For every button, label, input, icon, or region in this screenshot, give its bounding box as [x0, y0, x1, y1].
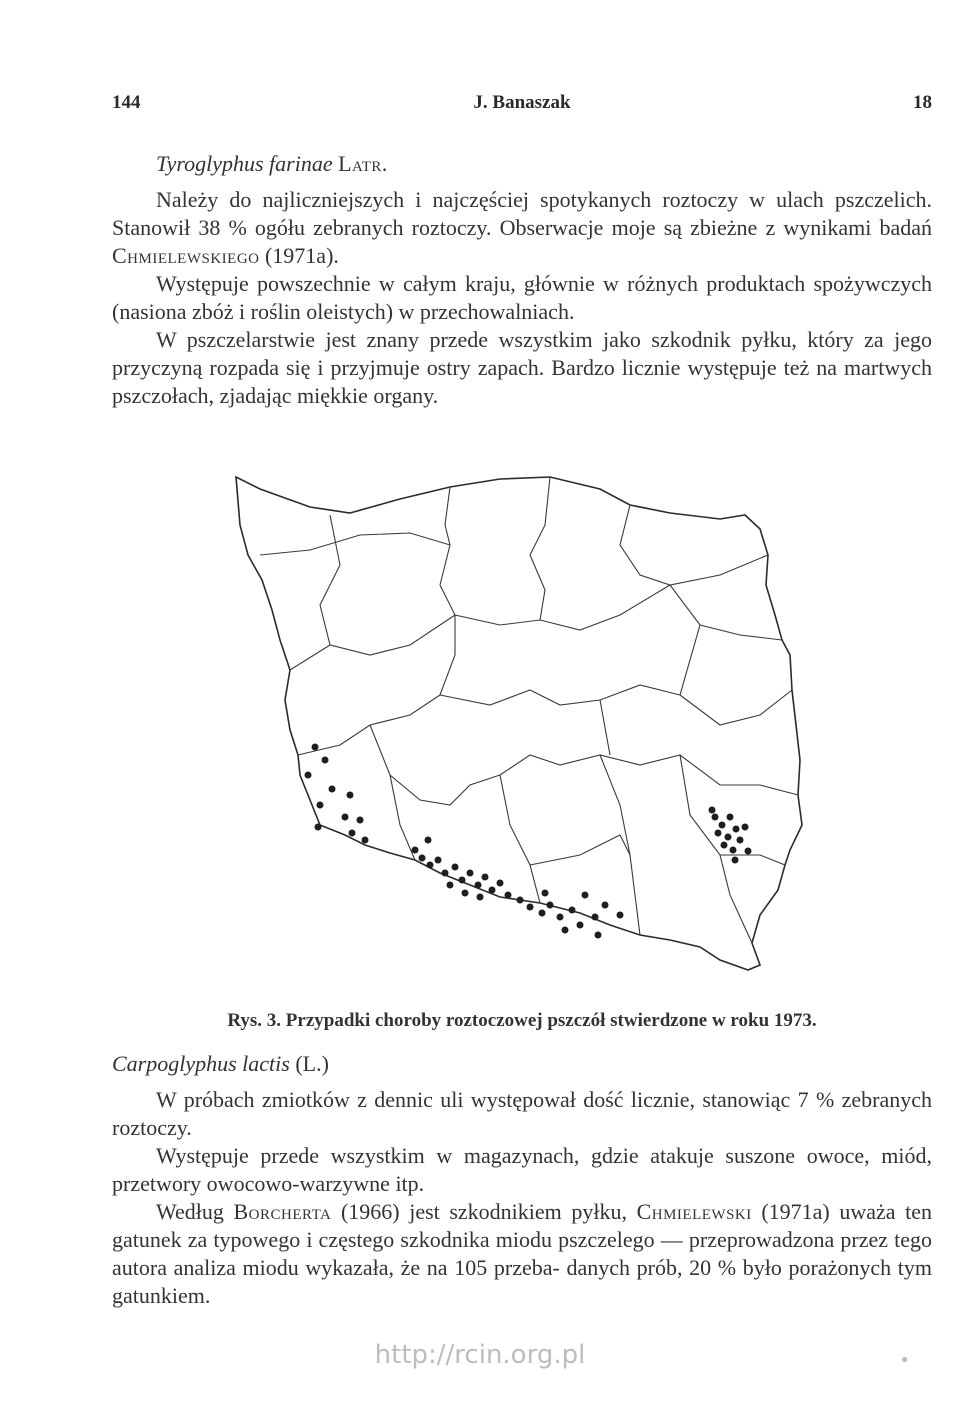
paragraph: [112, 270, 932, 326]
running-head: [112, 92, 932, 118]
case-point: [742, 824, 749, 831]
case-point: [489, 887, 496, 894]
text-line: 7 % zebranych roztoczy.: [112, 1087, 933, 1140]
text-line: spożywczych (nasiona zbóż i roślin oleistych) w przechowalniach.: [112, 271, 933, 324]
case-point: [617, 912, 624, 919]
figure-map: [200, 455, 820, 1000]
paragraph: [112, 1198, 932, 1310]
case-point: [477, 894, 484, 901]
case-point: [362, 837, 369, 844]
internal-border: [390, 775, 415, 860]
case-point: [730, 847, 737, 854]
case-point: [475, 882, 482, 889]
internal-border: [290, 615, 455, 670]
text-line: z wynikami badań: [765, 215, 933, 240]
case-point: [447, 882, 454, 889]
text-line: przeprowadzona przez tego autora analiza miodu wykazała, że na 105 przeba-: [112, 1227, 932, 1280]
case-point: [719, 822, 726, 829]
section-carpoglyphus: [112, 1050, 932, 1310]
text-line: W pszczelarstwie jest znany przede wszystkim jako szkodnik pyłku,: [156, 327, 797, 352]
case-point: [442, 870, 449, 877]
internal-border: [720, 855, 752, 943]
case-point: [732, 857, 739, 864]
voivodeship-borders: [260, 477, 798, 943]
running-head-author: J. Banaszak: [473, 92, 571, 113]
footer-mark: •: [899, 1350, 910, 1371]
text-line: Należy do najliczniejszych i najczęściej spotykanych roztoczy w ulach: [156, 187, 824, 212]
internal-border: [530, 477, 550, 620]
text-line: Występuje przede wszystkim w magazynach, gdzie atakuje suszone owoce,: [156, 1143, 870, 1168]
case-point: [542, 890, 549, 897]
case-point: [721, 842, 728, 849]
footer-url: http://rcin.org.pl: [374, 1340, 586, 1370]
case-point: [562, 927, 569, 934]
case-point: [725, 834, 732, 841]
internal-border: [370, 725, 500, 805]
text-line: danych prób, 20 % było porażonych tym gatunkiem.: [112, 1255, 933, 1308]
case-point: [715, 830, 722, 837]
internal-border: [500, 755, 798, 795]
internal-border: [530, 835, 630, 865]
species-authority: Latr.: [338, 151, 388, 176]
internal-border: [680, 625, 700, 695]
paragraph: [112, 326, 932, 410]
text-line: (1971a).: [259, 243, 339, 268]
figure-caption: Rys. 3. Przypadki choroby roztoczowej pszczół stwierdzone w roku 1973.: [227, 1010, 817, 1031]
case-point: [305, 772, 312, 779]
case-point: [462, 890, 469, 897]
species-name: Tyroglyphus farinae: [156, 151, 333, 176]
case-point: [435, 857, 442, 864]
volume-number: 18: [913, 92, 932, 113]
case-point: [745, 848, 752, 855]
case-point: [709, 807, 716, 814]
internal-border: [260, 533, 450, 555]
case-point: [342, 814, 349, 821]
text-line: miód, przetwory owocowo-warzywne itp.: [112, 1143, 933, 1196]
species-heading: [112, 1050, 932, 1078]
case-point: [427, 862, 434, 869]
poland-map-svg: [200, 455, 820, 1000]
internal-border: [440, 487, 455, 615]
case-point: [527, 904, 534, 911]
case-point: [349, 830, 356, 837]
internal-border: [670, 585, 782, 640]
case-point: [577, 922, 584, 929]
cited-author: Borcherta: [233, 1199, 332, 1224]
case-point: [497, 880, 504, 887]
case-point: [595, 932, 602, 939]
case-point: [569, 907, 576, 914]
text-line: W próbach zmiotków z dennic uli występował dość licznie, stanowiąc: [156, 1087, 791, 1112]
species-authority: (L.): [295, 1051, 329, 1076]
cited-author: Chmielewski: [636, 1199, 752, 1224]
case-point: [727, 814, 734, 821]
internal-border: [500, 775, 540, 903]
internal-border: [440, 685, 680, 705]
case-point: [357, 817, 364, 824]
case-point: [412, 847, 419, 854]
internal-border: [680, 690, 792, 725]
case-point: [547, 902, 554, 909]
text-line: (1971a): [751, 1199, 830, 1224]
case-point: [452, 864, 459, 871]
paragraph: [112, 1086, 932, 1142]
case-point: [737, 837, 744, 844]
case-point: [557, 914, 564, 921]
text-line: pszczelich. Stanowił 38 % ogółu zebranych roztoczy. Obserwacje moje są zbieżne: [112, 187, 932, 240]
internal-border: [455, 585, 670, 630]
case-point: [467, 870, 474, 877]
case-point: [329, 786, 336, 793]
internal-border: [320, 515, 340, 645]
case-point: [602, 902, 609, 909]
species-heading: [112, 150, 932, 178]
page-number: 144: [112, 92, 141, 113]
case-point: [315, 824, 322, 831]
case-point: [317, 802, 324, 809]
species-name: Carpoglyphus lactis: [112, 1051, 290, 1076]
case-point: [459, 877, 466, 884]
case-point: [505, 892, 512, 899]
case-point: [312, 744, 319, 751]
section-tyroglyphus: [112, 150, 932, 410]
case-point: [592, 914, 599, 921]
case-point: [733, 826, 740, 833]
case-point: [347, 792, 354, 799]
text-line: występuje też na martwych pszczołach, zjadając miękkie organy.: [112, 355, 933, 408]
case-point: [712, 814, 719, 821]
text-line: (1966) jest szkodnikiem pyłku,: [331, 1199, 637, 1224]
case-point: [517, 897, 524, 904]
cited-author: Chmielewskiego: [112, 243, 260, 268]
case-point: [322, 757, 329, 764]
internal-border: [600, 700, 610, 755]
case-point: [482, 874, 489, 881]
text-line: Występuje powszechnie w całym kraju, głównie w różnych produktach: [156, 271, 806, 296]
case-point: [582, 892, 589, 899]
case-point: [539, 910, 546, 917]
internal-border: [298, 615, 455, 755]
paragraph: [112, 1142, 932, 1198]
disease-points: [305, 744, 752, 939]
text-line: który za jego przyczyną rozpada się i przyjmuje ostry zapach. Bardzo licznie: [112, 327, 932, 380]
case-point: [419, 855, 426, 862]
case-point: [425, 837, 432, 844]
paragraph: [112, 186, 932, 270]
text-line: uważa ten gatunek za typowego i częstego szkodnika miodu pszczelego —: [112, 1199, 932, 1252]
text-line: Według: [156, 1199, 234, 1224]
internal-border: [620, 505, 768, 585]
